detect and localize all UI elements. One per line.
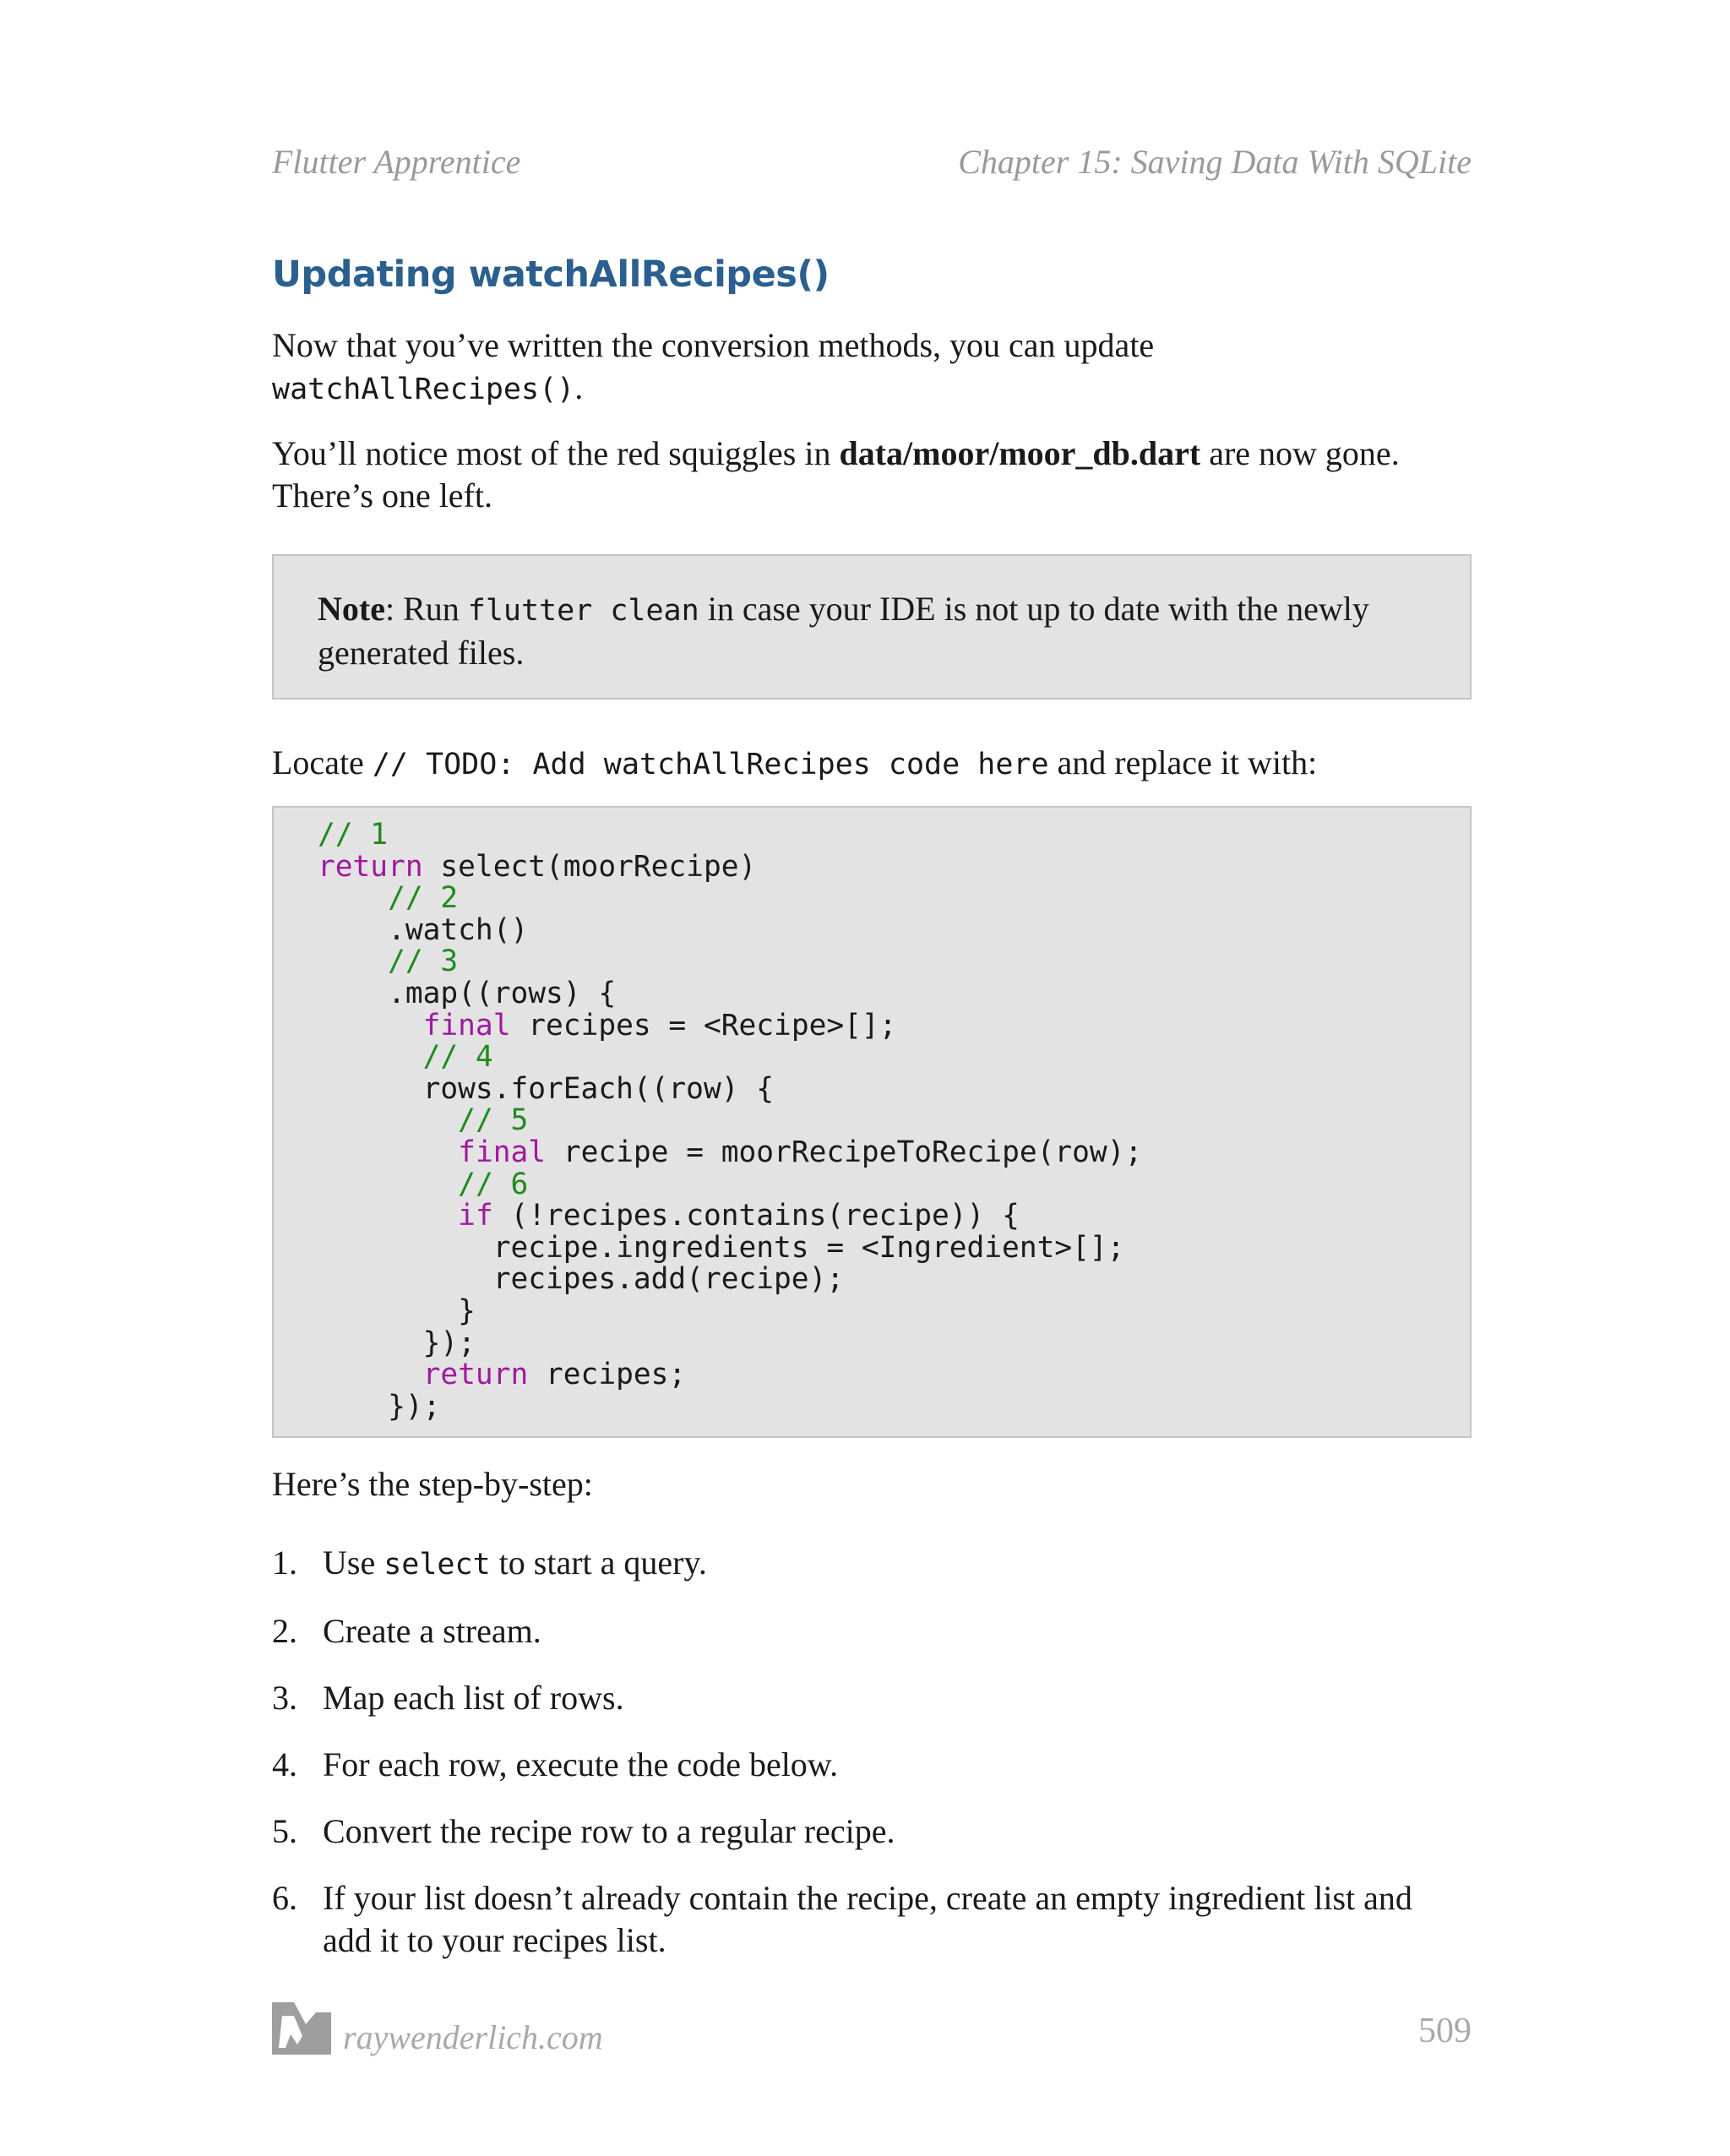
code-line: [318, 946, 1470, 978]
code-line: [318, 1169, 1470, 1201]
code-token-plain: rows.forEach((row) {: [318, 1071, 775, 1106]
squiggles-text-last: There’s one left.: [272, 476, 492, 514]
code-token-keyword: final: [458, 1135, 547, 1169]
code-line: [318, 978, 1470, 1010]
code-token-plain: [318, 1358, 423, 1391]
code-token-plain: [318, 881, 388, 915]
page-number: 509: [1418, 2012, 1472, 2050]
code-line: [318, 883, 1470, 915]
code-line: [318, 1042, 1470, 1074]
code-token-plain: });: [318, 1389, 441, 1424]
raywenderlich-logo-icon: [272, 1999, 331, 2058]
code-token-plain: [318, 1199, 458, 1233]
intro-period: .: [574, 368, 584, 406]
code-line: [318, 1328, 1470, 1360]
step-item: [272, 1610, 1472, 1652]
step-item: [272, 1677, 1472, 1719]
code-token-plain: recipes.add(recipe);: [318, 1262, 845, 1297]
code-token-plain: recipe.ingredients = <Ingredient>[];: [318, 1230, 1125, 1265]
step-number: 3.: [272, 1679, 297, 1717]
code-token-comment: // 6: [458, 1167, 529, 1201]
step-number: 5.: [272, 1812, 297, 1850]
step-text: Use: [323, 1544, 384, 1582]
code-line: [318, 1293, 1470, 1328]
locate-code: // TODO: Add watchAllRecipes code here: [372, 748, 1049, 781]
code-token-plain: recipes;: [528, 1358, 687, 1392]
code-token-plain: });: [318, 1326, 476, 1360]
steps-intro: Here’s the step-by-step:: [272, 1465, 593, 1503]
step-text: Convert the recipe row to a regular recipe.: [323, 1812, 895, 1850]
code-token-plain: }: [318, 1293, 476, 1328]
code-line: [318, 912, 1470, 947]
code-token-plain: [318, 1103, 458, 1137]
code-token-comment: // 3: [388, 945, 459, 979]
intro-code: watchAllRecipes(): [272, 373, 575, 406]
note-label: Note: [318, 590, 385, 628]
code-block: [272, 806, 1472, 1438]
step-item: [272, 1542, 1472, 1586]
code-line: [318, 1010, 1470, 1043]
code-line: [318, 1391, 1470, 1424]
code-token-plain: [318, 1009, 423, 1043]
code-token-keyword: final: [422, 1008, 511, 1043]
steps-list: [272, 1542, 1472, 1986]
step-item: [272, 1810, 1472, 1853]
code-token-plain: (!recipes.contains(recipe)) {: [492, 1199, 1020, 1233]
squiggles-paragraph: [272, 433, 1472, 517]
note-code: flutter clean: [467, 594, 699, 628]
note-box: [272, 554, 1472, 700]
code-token-plain: recipes = <Recipe>[];: [510, 1008, 897, 1043]
book-title: Flutter Apprentice: [272, 143, 521, 181]
code-line: [318, 1230, 1470, 1265]
locate-paragraph: [272, 742, 1472, 786]
step-number: 6.: [272, 1879, 297, 1917]
step-code: select: [384, 1548, 491, 1582]
code-token-plain: [318, 945, 388, 978]
step-number: 2.: [272, 1612, 297, 1650]
step-text: Create a stream.: [323, 1612, 541, 1650]
locate-text-end: and replace it with:: [1048, 743, 1318, 781]
code-token-comment: // 4: [422, 1040, 493, 1075]
code-line: [318, 849, 1470, 884]
step-number: 4.: [272, 1745, 297, 1783]
note-text-mid: in case your IDE is not up to date with the newly: [699, 590, 1369, 628]
chapter-title: Chapter 15: Saving Data With SQLite: [958, 143, 1472, 181]
book-page: [272, 0, 1472, 2156]
step-text-end: to start a query.: [490, 1544, 707, 1582]
step-text: If your list doesn’t already contain the recipe, create an empty ingredient list and: [323, 1879, 1412, 1917]
note-text-start: : Run: [384, 590, 468, 628]
code-token-plain: .watch(): [318, 912, 529, 947]
section-title: Updating watchAllRecipes(): [272, 253, 830, 296]
code-token-plain: .map((rows) {: [318, 976, 617, 1010]
step-text: For each row, execute the code below.: [323, 1745, 839, 1783]
intro-paragraph: [272, 324, 1472, 411]
intro-text: Now that you’ve written the conversion methods, you can update: [272, 326, 1155, 364]
code-line: [318, 1359, 1470, 1391]
code-token-comment: // 5: [458, 1103, 529, 1138]
note-text-end: generated files.: [318, 634, 525, 672]
code-token-plain: recipe = moorRecipeToRecipe(row);: [546, 1135, 1143, 1169]
code-line: [318, 1200, 1470, 1233]
squiggles-text-end: are now gone.: [1200, 434, 1400, 472]
step-item: [272, 1877, 1472, 1962]
footer-site: raywenderlich.com: [343, 2018, 603, 2056]
code-line: [318, 1137, 1470, 1169]
code-token-plain: [318, 1135, 458, 1169]
code-token-plain: [318, 1168, 458, 1201]
step-item: [272, 1744, 1472, 1786]
running-header: [272, 142, 1472, 189]
code-listing: [318, 819, 1470, 1423]
locate-text-start: Locate: [272, 743, 373, 781]
code-line: [318, 1071, 1470, 1106]
code-token-plain: select(moorRecipe): [422, 849, 757, 884]
code-token-keyword: if: [458, 1199, 493, 1233]
code-token-plain: [318, 1040, 423, 1074]
code-token-keyword: return: [318, 849, 423, 884]
file-path: data/moor/moor_db.dart: [839, 434, 1201, 472]
code-line: [318, 1264, 1470, 1296]
code-token-comment: // 2: [388, 881, 459, 916]
step-number: 1.: [272, 1544, 297, 1582]
code-line: [318, 819, 1470, 852]
step-text-continued: add it to your recipes list.: [323, 1921, 666, 1959]
code-token-keyword: return: [422, 1358, 529, 1392]
step-text: Map each list of rows.: [323, 1679, 624, 1717]
code-token-comment: // 1: [318, 818, 389, 852]
code-line: [318, 1105, 1470, 1137]
squiggles-text-start: You’ll notice most of the red squiggles in: [272, 434, 840, 472]
